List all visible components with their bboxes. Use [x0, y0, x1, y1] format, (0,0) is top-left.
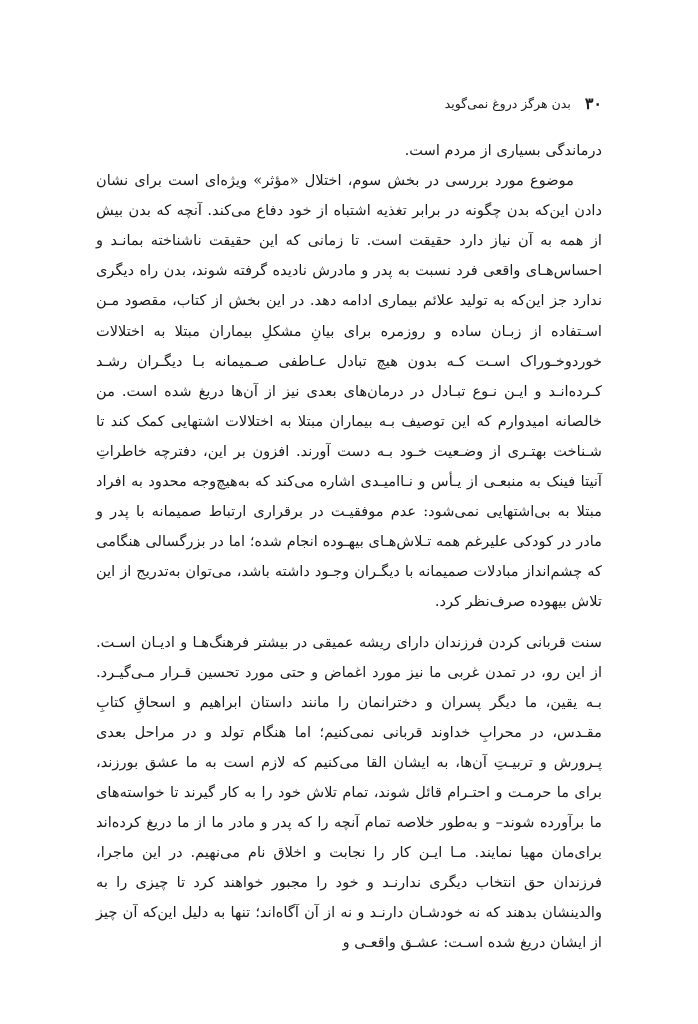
paragraph-section-three: موضوع مورد بررسی در بخش سوم، اختلال «مؤثر» ویژه‌ای است برای نشان دادن این‌که بدن چگونه در برابر تغذیه اشتباه از خود دفاع می‌کند. آنچه که بدن بیش از همه به آن نیاز دارد حقیقت است. تا زمانی که این حقیقت ناشناخته بمانـد و احساس‌هـای واقعی فرد نسبت به پدر و مادرش نادیده گرفته شوند، بدن راه دیگری ندارد جز این‌که به تولید علائم بیماری ادامه دهد. در این بخش از کتاب، مقصود مـن اسـتفاده از زبـان ساده و روزمره برای بیانِ مشکلِ بیماران مبتلا به اختلالات خوردوخـوراک اسـت کـه بدون هیچ تبادل عـاطفی صـمیمانه بـا دیگـران رشـد کـرده‌انـد و ایـن نـوع تبـادل در درمان‌های بعدی نیز از آن‌ها دریغ شده است. من خالصانه امیدوارم که این توصیف بـه بیماران مبتلا به اختلالات اشتهایی کمک کند تا شـناخت بهتـری از وضـعیت خـود بـه دست آورند. افزون بر این، دفترچه خاطراتِ آنیتا فینک به منبعـی از یـأس و نـاامیـدی اشاره می‌کند که به‌هیچ‌وجه محدود به افراد مبتلا به بی‌اشتهایی نمی‌شود: عدم موفقیـت در برقراری ارتباط صمیمانه با پدر و مادر در کودکی علیرغم همه تـلاش‌هـای بیهـوده انجام شده؛ اما در بزرگسالی هنگامی که چشم‌انداز مبادلات صمیمانه با دیگـران وجـود داشته باشد، می‌توان به‌تدریج از این تلاش بیهوده صرف‌نظر کرد. [96, 172, 602, 611]
page-header [96, 92, 602, 114]
paragraph-child-sacrifice: سنت قربانی کردن فرزندان دارای ریشه عمیقی در بیشتر فرهنگ‌هـا و ادیـان اسـت. از این رو، در تمدن غربی ما نیز مورد اغماض و حتی مورد تحسین قـرار مـی‌گیـرد. بـه یقین، ما دیگر پسران و دخترانمان را مانند داستان ابراهیم و اسحاقِ کتابِ مقـدس، در محرابِ خداوند قربانی نمی‌کنیم؛ اما هنگام تولد و در مراحل بعدی پـرورش و تربیـتِ آن‌ها، به ایشان القا می‌کنیم که لازم است به ما عشق بورزند، برای ما حرمـت و احتـرام قائل شوند، تمام تلاش خود را به کار گیرند تا خواسته‌های ما برآورده شوند– و به‌طور خلاصه تمام آنچه را که پدر و مادر ما از ما دریغ کرده‌اند برای‌مان مهیا نمایند. مـا ایـن کار را نجابت و اخلاق نام می‌نهیم. در این ماجرا، فرزندان حق انتخاب دیگری ندارنـد و خود را مجبور خواهند کرد تا چیزی را به والدینشان بدهند که نه خودشـان دارنـد و نه از آن آگاه‌اند؛ تنها به دلیل این‌که آن چیز از ایشان دریغ شده اسـت: عشـق واقعـی و [96, 633, 602, 952]
page-body [96, 136, 602, 959]
running-title: بدن هرگز دروغ نمی‌گوید [444, 95, 571, 111]
page-number: ۳۰ [584, 93, 602, 113]
paragraph-continuation: درماندگی بسیاری از مردم است. [404, 142, 602, 159]
